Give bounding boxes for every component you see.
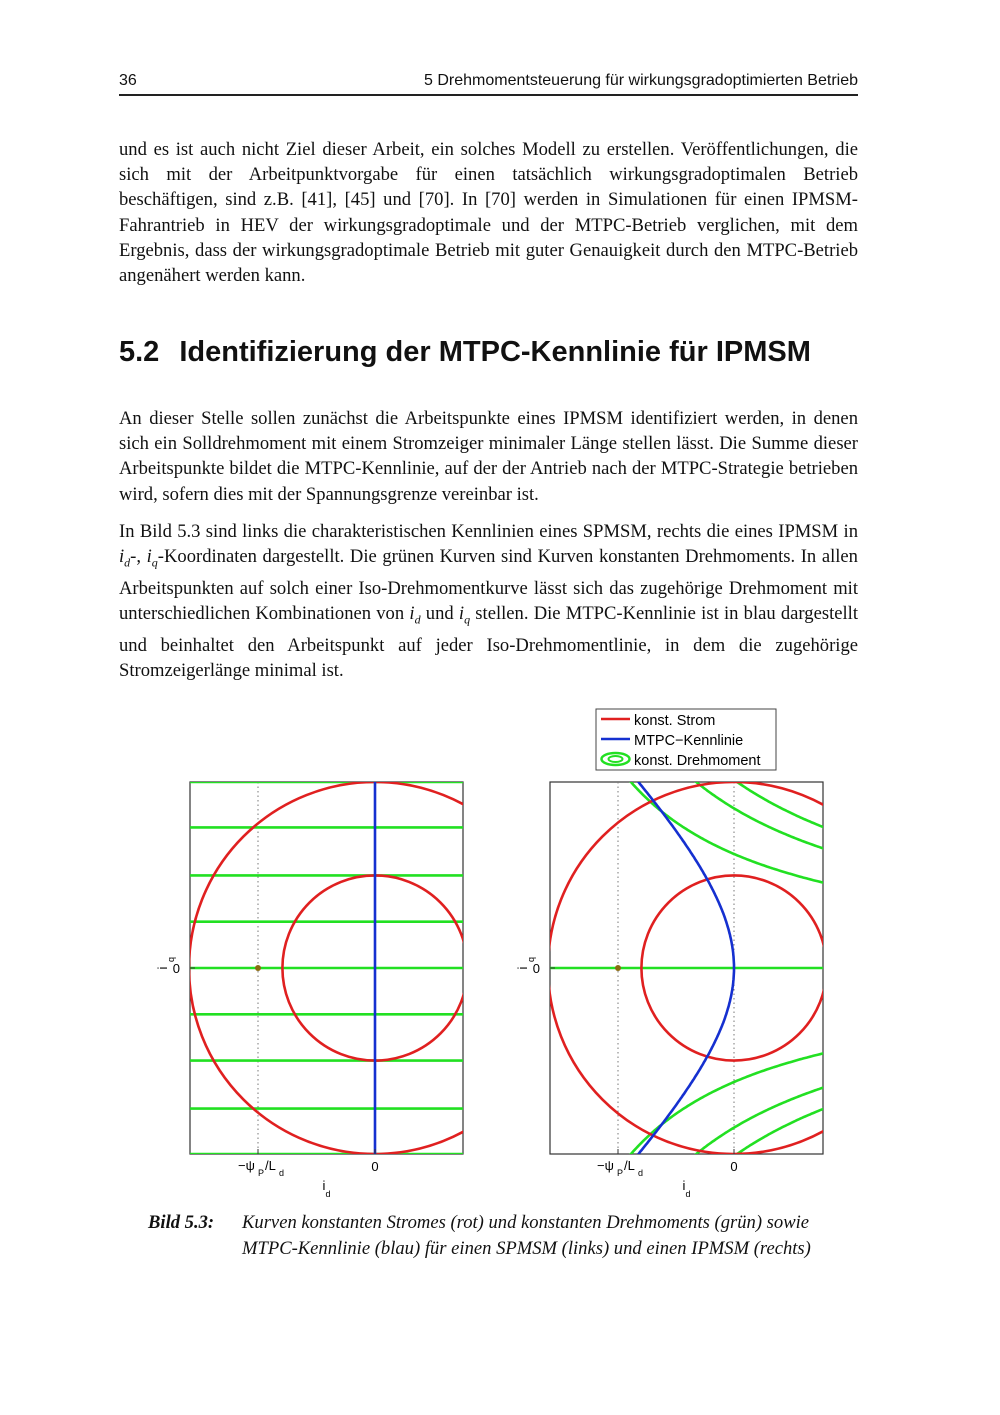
p3-text-4: und [420, 603, 459, 625]
chapter-title: 5 Drehmomentsteuerung für wirkungsgradoptimierten Betrieb [424, 72, 858, 89]
xtick-label-zero-left: 0 [371, 1159, 379, 1174]
section-number: 5.2 [119, 336, 160, 368]
svg-text:q: q [526, 956, 536, 962]
xtick-label-psi-right [597, 1158, 643, 1178]
p3-text-1: In Bild 5.3 sind links die charakteristischen Kennlinien eines SPMSM, rechts die eines IPMSM in [119, 521, 858, 542]
caption-text: Kurven konstanten Stromes (rot) und konstanten Drehmoments (grün) sowie MTPC-Kennlinie (blau) für einen SPMSM (links) und einen IPMSM (rechts) [242, 1212, 811, 1259]
p3-text-3: -Koordinaten dargestellt. Die grünen Kurven sind Kurven konstanten Drehmoments. In allen Arbeitspunkten auf solch einer Iso-Drehmomentkurve lässt sich das zugehörige Drehmoment mit unterschiedlichen Kombinationen von [119, 546, 858, 625]
legend-label-current: konst. Strom [634, 713, 716, 729]
svg-text:−ψ: −ψ [238, 1158, 255, 1173]
ytick-label-zero-left: 0 [172, 961, 180, 976]
svg-text:i: i [515, 966, 530, 970]
math-id-2: $i_d$ [409, 603, 421, 628]
xtick-label-zero-right: 0 [730, 1159, 738, 1174]
xtick-label-psi-left [238, 1158, 284, 1178]
math-iq-2: $i_q$ [458, 603, 471, 628]
xlabel-id-left [323, 1178, 331, 1199]
legend [596, 709, 776, 770]
xlabel-id-right [683, 1178, 691, 1199]
caption-label: Bild 5.3: [148, 1212, 215, 1233]
operating-point-left [255, 965, 261, 971]
svg-text:/L: /L [624, 1158, 635, 1173]
p3-text-5: stellen. Die MTPC-Kennlinie ist in blau dargestellt und beinhaltet den Arbeitspunkt auf jeder Iso-Drehmomentlinie, in dem die zugehörige Stromzeigerlänge minimal ist. [119, 603, 858, 682]
section-title: Identifizierung der MTPC-Kennlinie für IPMSM [179, 336, 811, 368]
paragraph-1: und es ist auch nicht Ziel dieser Arbeit, ein solches Modell zu erstellen. Veröffentlichungen, die sich mit der Arbeitpunktvorgabe für einen tatsächlich wirkungsgradoptimalen Betrieb beschäftigen, sind z.B. [41], [45] und [70]. In [70] werden in Simulationen für einen IPMSM-Fahrantrieb in HEV der wirkungsgradoptimale und der MTPC-Betrieb verglichen, mit dem Ergebnis, dass der wirkungsgradoptimale Betrieb mit guter Genauigkeit durch den MTPC-Betrieb angenähert werden kann. [119, 139, 858, 287]
svg-text:i: i [322, 1178, 326, 1193]
svg-text:d: d [279, 1168, 285, 1178]
svg-text:d: d [685, 1189, 691, 1199]
ytick-label-zero-right: 0 [532, 961, 540, 976]
svg-text:q: q [166, 956, 176, 962]
svg-text:d: d [325, 1189, 331, 1199]
svg-text:P: P [258, 1168, 265, 1178]
legend-label-torque: konst. Drehmoment [634, 753, 761, 769]
svg-text:i: i [682, 1178, 686, 1193]
svg-text:P: P [617, 1168, 624, 1178]
svg-text:d: d [638, 1168, 644, 1178]
chart-spmsm [155, 782, 561, 1199]
paragraph-2: An dieser Stelle sollen zunächst die Arbeitspunkte eines IPMSM identifiziert werden, in denen sich ein Solldrehmoment mit einem Stromzeiger minimaler Länge stellen lässt. Die Summe dieser Arbeitspunkte bildet die MTPC-Kennlinie, auf der der Antrieb nach der MTPC-Strategie betrieben wird, sofern dies mit der Spannungsgrenze vereinbar ist. [119, 408, 858, 505]
math-iq: $i_q$ [146, 546, 158, 570]
legend-label-mtpc: MTPC−Kennlinie [634, 733, 744, 749]
svg-text:i: i [155, 966, 170, 970]
operating-point-right [615, 965, 621, 971]
math-id: $i_d$ [119, 546, 131, 570]
svg-text:−ψ: −ψ [597, 1158, 614, 1173]
page-number: 36 [119, 72, 137, 89]
p3-text-2: -, [130, 546, 147, 568]
svg-text:/L: /L [265, 1158, 276, 1173]
